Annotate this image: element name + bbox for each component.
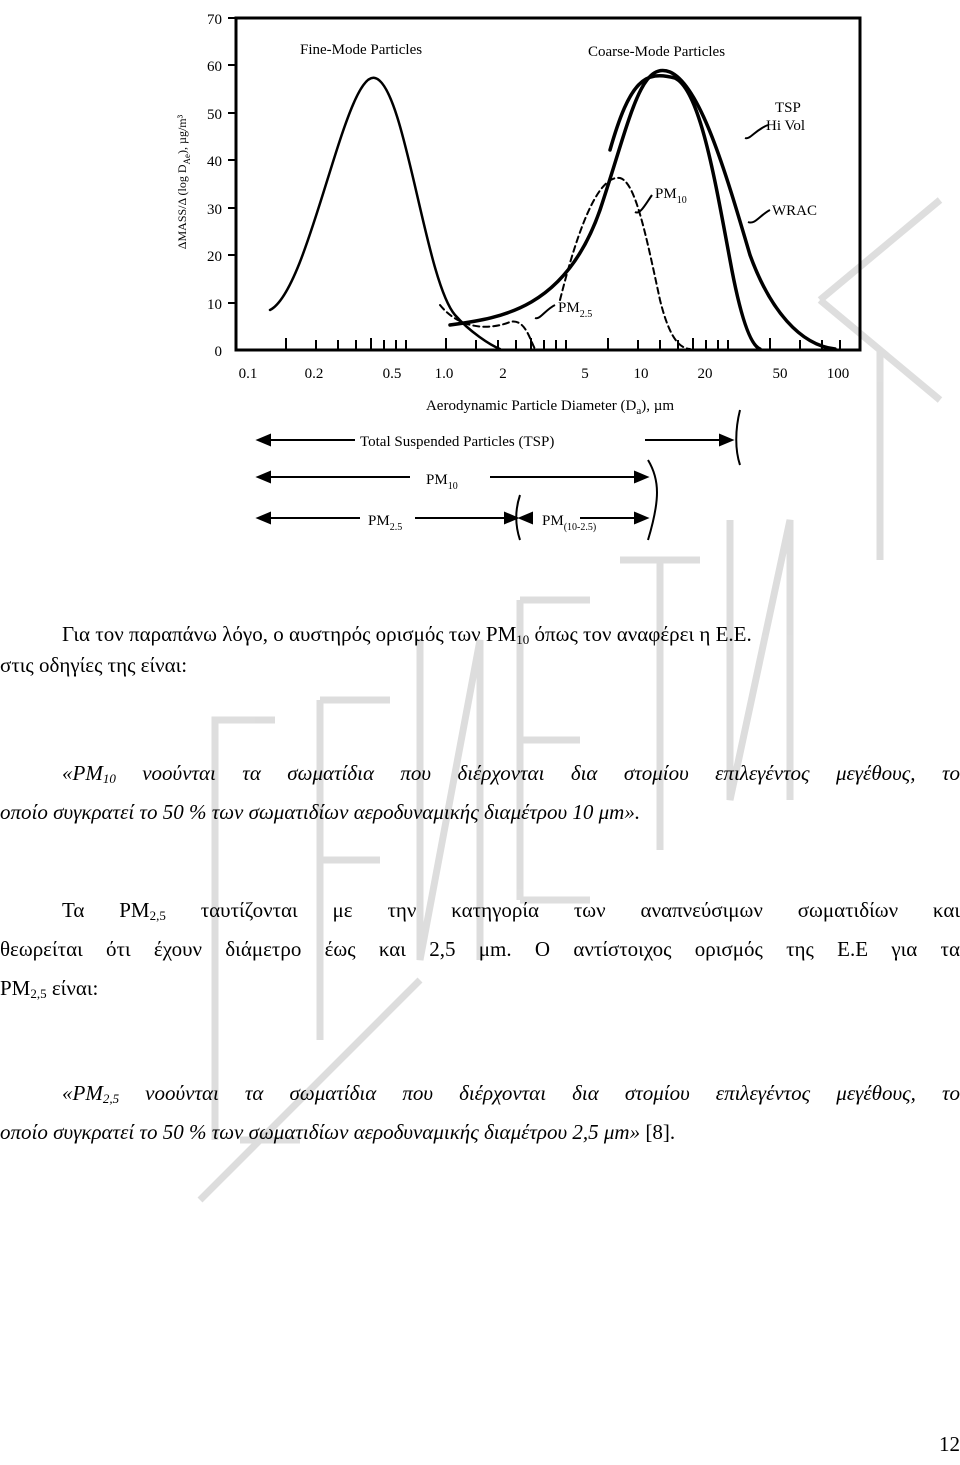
x-tick-label: 1.0 <box>434 366 454 382</box>
x-tick-label: 10 <box>633 366 649 382</box>
x-tick-label: 0.1 <box>238 366 258 382</box>
y-tick-label: 0 <box>214 344 222 360</box>
paragraph-pm10-intro: Για τον παραπάνω λόγο, ο αυστηρός ορισμός των $PM_{10}$ όπως τον αναφέρει η Ε.Ε. στις οδηγίες της είναι: <box>0 622 752 677</box>
pm10-curve <box>560 178 690 349</box>
x-tick-label: 20 <box>697 366 713 382</box>
x-tick-label: 50 <box>772 366 788 382</box>
y-tick-label: 60 <box>207 59 222 75</box>
pm25-curve-label: $PM_{2.5}$ <box>558 300 593 320</box>
x-tick-label: 0.2 <box>304 366 324 382</box>
y-tick-label: 30 <box>207 202 222 218</box>
x-tick-label: 100 <box>826 366 850 382</box>
y-tick-label: 70 <box>207 12 222 28</box>
wrac-label: WRAC <box>772 203 817 219</box>
y-tick-label: 20 <box>207 249 222 265</box>
quote-pm25-definition: «$PM_{2,5}$ νοούνται τα σωματίδια που διέρχονται δια στομίου επιλεγέντος μεγέθους, το οποίο συγκρατεί το 50 % των σωματιδίων αεροδυναμικής διαμέτρου 2,5 μm» [8]. <box>0 1081 960 1144</box>
fine-mode-curve <box>270 78 500 349</box>
y-axis-label: ΔMASS/Δ (log $D_{Ae}$), µg/m³ <box>175 114 192 250</box>
particle-size-distribution-figure <box>170 0 870 555</box>
coarse-mode-label: Coarse-Mode Particles <box>588 44 726 60</box>
pm25-range-label: $PM_{2.5}$ <box>368 513 403 533</box>
paragraph-pm25-intro: Τα $PM_{2,5}$ ταυτίζονται με την κατηγορία των αναπνεύσιμων σωματιδίων και θεωρείται ότι έχουν διάμετρο έως και 2,5 μm. Ο αντίστοιχος ορισμός της Ε.Ε για τα $PM_{2,5}$ είναι: <box>0 898 960 1001</box>
y-tick-label: 40 <box>207 154 222 170</box>
x-tick-label: 0.5 <box>382 366 402 382</box>
pm10-range-label: $PM_{10}$ <box>426 472 458 492</box>
x-axis-label: Aerodynamic Particle Diameter $(D_a)$, µm <box>425 398 675 417</box>
quote-pm10-definition: «$PM_{10}$ νοούνται τα σωματίδια που διέρχονται δια στομίου επιλεγέντος μεγέθους, το οποίο συγκρατεί το 50 % των σωματιδίων αεροδυναμικής διαμέτρου 10 μm». <box>0 761 960 824</box>
x-tick-label: 2 <box>499 366 507 382</box>
y-tick-label: 50 <box>207 107 222 123</box>
pm10-curve-label: $PM_{10}$ <box>655 186 687 206</box>
y-tick-label: 10 <box>207 297 222 313</box>
plot-frame <box>236 18 860 350</box>
y-axis <box>175 12 236 360</box>
fine-mode-label: Fine-Mode Particles <box>300 42 423 58</box>
tsp-label: TSP <box>775 100 801 116</box>
x-tick-label: 5 <box>581 366 589 382</box>
x-axis-labels <box>239 366 850 417</box>
hivol-label: Hi Vol <box>766 118 806 134</box>
tsp-range-label: Total Suspended Particles (TSP) <box>360 434 555 450</box>
page-number: 12 <box>939 1432 960 1456</box>
pm10-25-range-label: $PM_{(10-2.5)}$ <box>542 513 597 533</box>
